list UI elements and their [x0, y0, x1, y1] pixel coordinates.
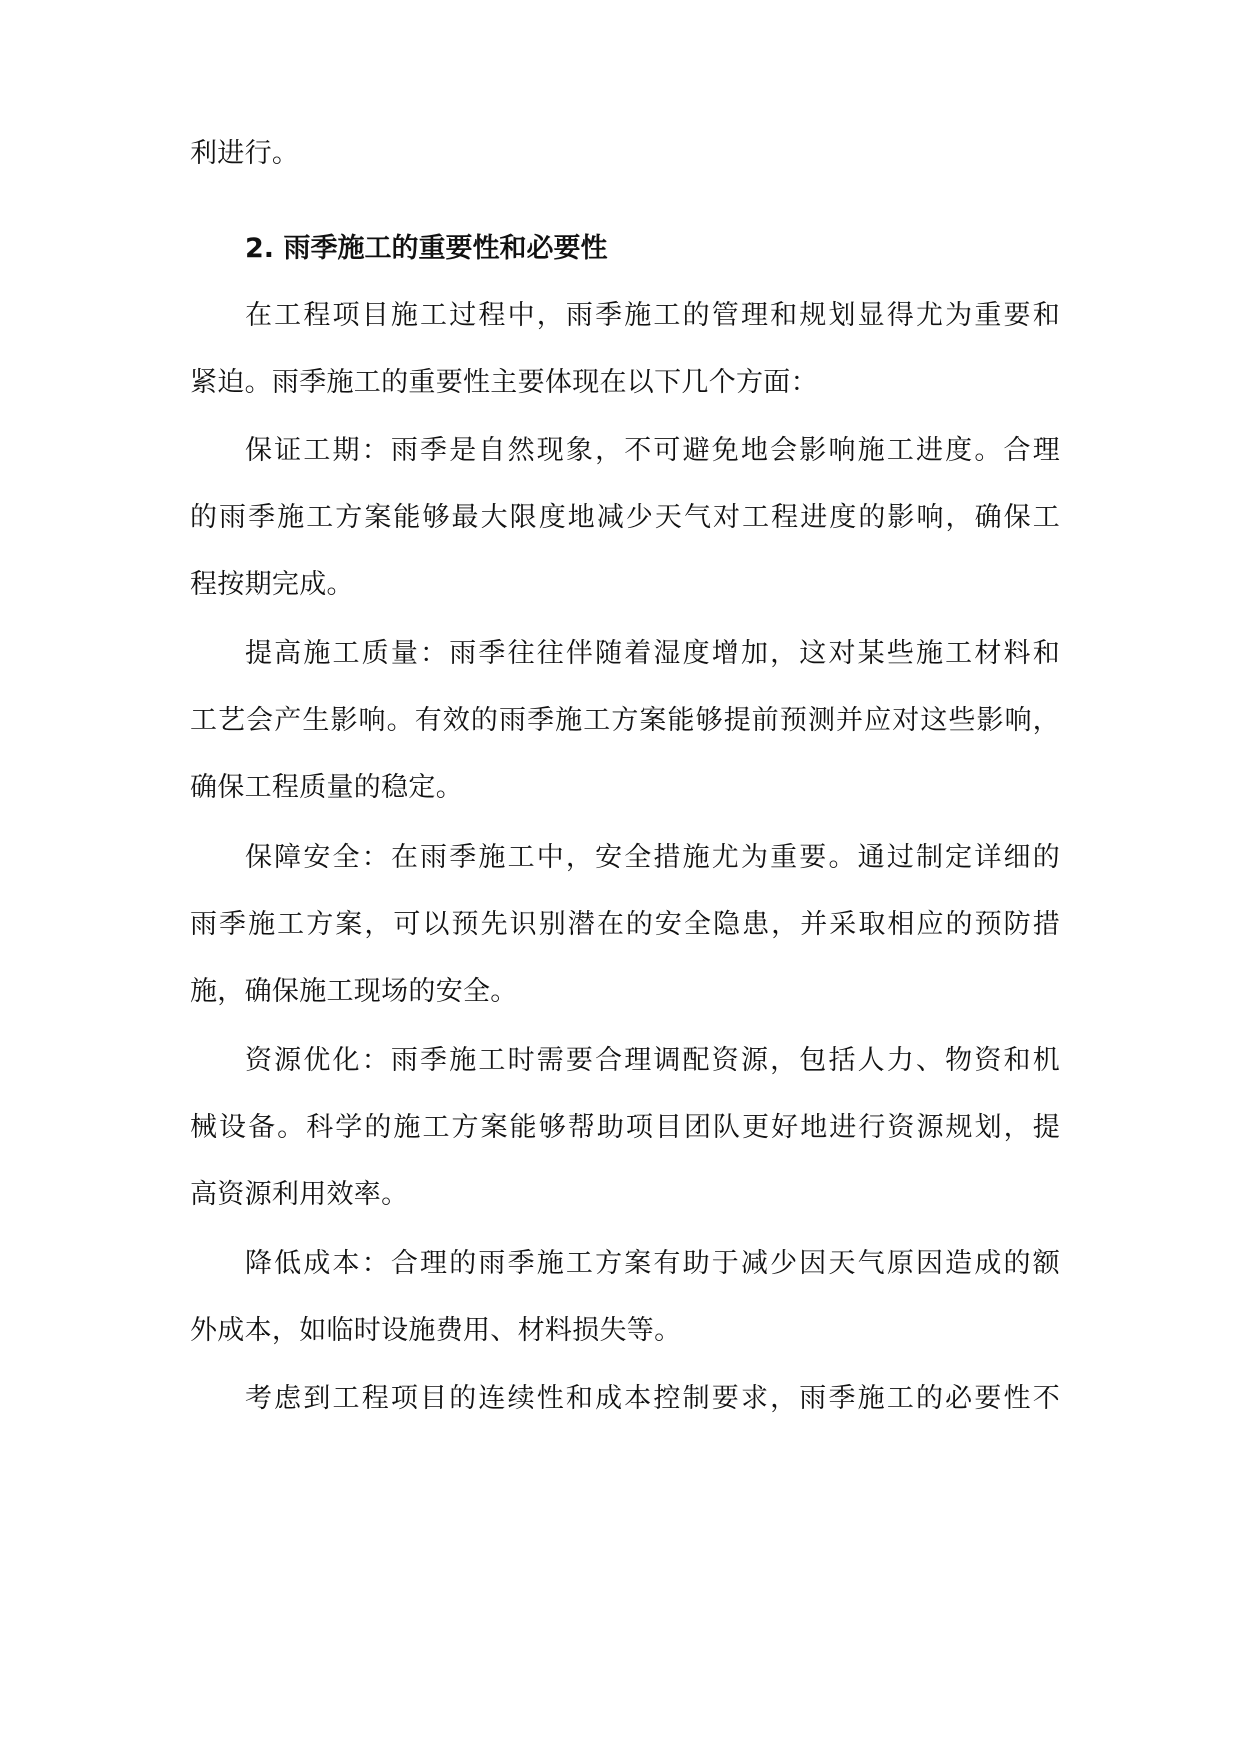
text-line: 资源优化：雨季施工时需要合理调配资源，包括人力、物资和机 [245, 1045, 1060, 1076]
text-line: 利进行。 [190, 138, 300, 169]
text-line: 保证工期：雨季是自然现象，不可避免地会影响施工进度。合理 [245, 435, 1060, 466]
text-line: 程按期完成。 [190, 569, 354, 600]
text-line: 紧迫。雨季施工的重要性主要体现在以下几个方面： [190, 367, 818, 398]
text-line: 确保工程质量的稳定。 [190, 772, 463, 803]
text-line: 高资源利用效率。 [190, 1179, 409, 1210]
text-line: 在工程项目施工过程中，雨季施工的管理和规划显得尤为重要和 [245, 300, 1060, 331]
text-line: 械设备。科学的施工方案能够帮助项目团队更好地进行资源规划，提 [190, 1112, 1060, 1143]
text-line: 保障安全：在雨季施工中，安全措施尤为重要。通过制定详细的 [245, 842, 1060, 873]
text-line: 的雨季施工方案能够最大限度地减少天气对工程进度的影响，确保工 [190, 502, 1060, 533]
text-line: 考虑到工程项目的连续性和成本控制要求，雨季施工的必要性不 [245, 1383, 1060, 1414]
text-line: 工艺会产生影响。有效的雨季施工方案能够提前预测并应对这些影响， [190, 705, 1060, 736]
text-line: 外成本，如临时设施费用、材料损失等。 [190, 1315, 682, 1346]
text-line: 施，确保施工现场的安全。 [190, 976, 518, 1007]
text-line: 降低成本：合理的雨季施工方案有助于减少因天气原因造成的额 [245, 1248, 1060, 1279]
section-heading: 2. 雨季施工的重要性和必要性 [245, 233, 608, 264]
text-line: 雨季施工方案，可以预先识别潜在的安全隐患，并采取相应的预防措 [190, 909, 1060, 940]
text-line: 提高施工质量：雨季往往伴随着湿度增加，这对某些施工材料和 [245, 638, 1060, 669]
